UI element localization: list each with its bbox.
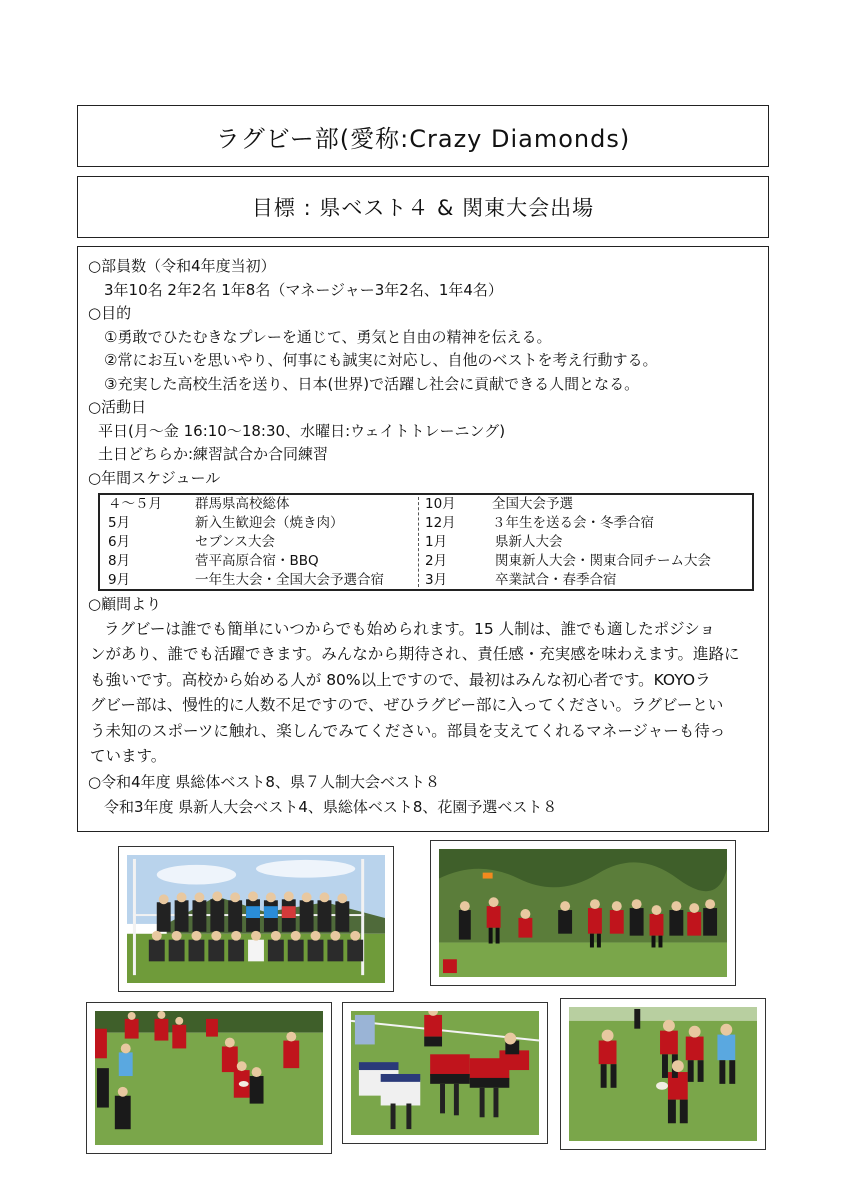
schedule-row — [100, 533, 752, 552]
schedule-month: 8月 — [108, 553, 131, 569]
advisor-line: も強いです。高校から始める人が 80%以上ですので、最初はみんな初心者です。KOYOラ — [90, 670, 711, 689]
activity-weekday: 平日(月～金 16:10～18:30、水曜日:ウェイトトレーニング) — [98, 421, 506, 440]
goal-text: 目標 : 県ベスト４ & 関東大会出場 — [251, 196, 595, 220]
team-photo-image — [127, 855, 385, 983]
purpose-item-1: ①勇敢でひたむきなプレーを通じて、勇気と自由の精神を伝える。 — [104, 327, 552, 346]
schedule-month: 5月 — [108, 515, 131, 531]
schedule-month: 6月 — [108, 534, 131, 550]
goal-box — [77, 176, 769, 238]
lineout-photo-image — [439, 849, 727, 977]
schedule-month: 12月 — [425, 515, 456, 531]
attack-photo-image — [95, 1011, 323, 1145]
results-2022: ○令和4年度 県総体ベスト8、県７人制大会ベスト８ — [88, 772, 440, 791]
advisor-line: ンがあり、誰でも活躍できます。みんなから期待され、責任感・充実感を味わえます。進路に — [90, 645, 740, 663]
schedule-event: 群馬県高校総体 — [195, 496, 290, 512]
run-photo-image — [569, 1007, 757, 1141]
schedule-row — [100, 571, 752, 590]
schedule-event: 一年生大会・全国大会予選合宿 — [195, 572, 384, 588]
schedule-row — [100, 495, 752, 514]
schedule-event: 県新人大会 — [495, 534, 563, 550]
schedule-event: セブンス大会 — [195, 534, 276, 550]
scrum-photo-image — [351, 1011, 539, 1135]
advisor-message — [88, 617, 758, 770]
schedule-row — [100, 514, 752, 533]
schedule-event: 菅平高原合宿・BBQ — [195, 553, 319, 569]
run-photo — [560, 998, 766, 1150]
schedule-row — [100, 552, 752, 571]
schedule-month: 1月 — [425, 534, 448, 550]
purpose-heading: ○目的 — [88, 304, 132, 322]
schedule-event: 新入生歓迎会（焼き肉） — [195, 515, 344, 531]
schedule-event: 卒業試合・春季合宿 — [495, 572, 617, 588]
purpose-item-2: ②常にお互いを思いやり、何事にも誠実に対応し、自他のベストを考え行動する。 — [104, 351, 658, 369]
advisor-line: ています。 — [90, 747, 167, 765]
attack-photo — [86, 1002, 332, 1154]
schedule-event: 関東新人大会・関東合同チーム大会 — [495, 553, 711, 569]
purpose-item-3: ③充実した高校生活を送り、日本(世界)で活躍し社会に貢献できる人間となる。 — [104, 374, 640, 393]
results-2021: 令和3年度 県新人大会ベスト4、県総体ベスト8、花園予選ベスト８ — [104, 797, 558, 816]
advisor-line: ラグビーは誰でも簡単にいつからでも始められます。15 人制は、誰でも適したポジショ — [104, 619, 715, 638]
title-box — [77, 105, 769, 167]
activity-weekend: 土日どちらか:練習試合か合同練習 — [98, 445, 329, 463]
members-detail: 3年10名 2年2名 1年8名（マネージャー3年2名、1年4名） — [104, 280, 503, 299]
schedule-event: 全国大会予選 — [492, 496, 573, 512]
lineout-photo — [430, 840, 736, 986]
advisor-line: グビー部は、慢性的に人数不足ですので、ぜひラグビー部に入ってください。ラグビーとい — [90, 696, 724, 714]
schedule-heading: ○年間スケジュール — [88, 468, 221, 487]
schedule-month: 10月 — [425, 496, 456, 512]
members-heading: ○部員数（令和4年度当初） — [88, 257, 276, 275]
schedule-month: 3月 — [425, 572, 448, 588]
schedule-month: ４～５月 — [108, 496, 162, 512]
schedule-month: 2月 — [425, 553, 448, 569]
schedule-month: 9月 — [108, 572, 131, 588]
advisor-heading: ○顧問より — [88, 595, 162, 613]
scrum-photo — [342, 1002, 548, 1144]
schedule-event: ３年生を送る会・冬季合宿 — [492, 515, 654, 531]
page-title: ラグビー部(愛称:Crazy Diamonds) — [215, 124, 631, 153]
club-info-box — [77, 246, 769, 832]
advisor-line: う未知のスポーツに触れ、楽しんでみてください。部員を支えてくれるマネージャーも待っ — [90, 721, 726, 740]
team-photo — [118, 846, 394, 992]
schedule-table — [98, 493, 754, 591]
activity-heading: ○活動日 — [88, 398, 147, 416]
